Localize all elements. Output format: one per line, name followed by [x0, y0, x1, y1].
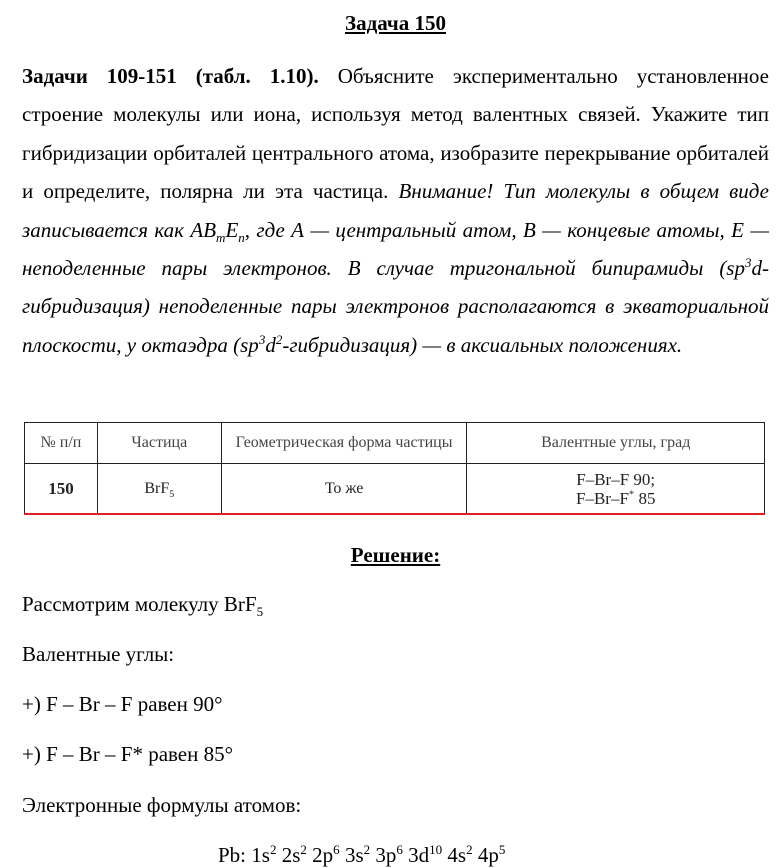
header-particle: Частица — [97, 423, 221, 464]
orbital-4p-exp: 5 — [498, 842, 506, 857]
orbital-2s-exp: 2 — [300, 842, 307, 857]
orbital-4s-exp: 2 — [466, 842, 473, 857]
note-sub-m: m — [216, 229, 226, 245]
problem-lead: Задачи 109-151 (табл. 1.10). — [22, 64, 319, 88]
note-sup-3b: 3 — [258, 331, 266, 347]
problem-title: Задача 150 — [345, 11, 446, 35]
problem-statement — [22, 57, 769, 364]
orbital-2p-exp: 6 — [333, 842, 340, 857]
solution-title: Решение: — [350, 543, 441, 567]
formulas-label: Электронные формулы атомов: — [22, 793, 302, 817]
orbital-2p: 2p — [306, 843, 334, 867]
note-part-a: Внимание! Тип молекулы в общем виде записывается как AB — [22, 179, 769, 242]
orbital-3d: 3d — [402, 843, 430, 867]
orbital-3s-exp: 2 — [363, 842, 371, 857]
note-part-b: E — [225, 217, 239, 242]
note-part-e: d — [265, 332, 276, 357]
orbital-3d-exp: 10 — [429, 842, 443, 857]
cell-number: 150 — [25, 464, 98, 515]
note-part-d: d-гибридизация) неподеленные пары электронов располагаются в экваториальной плоскости, у октаэдра (sp — [22, 256, 769, 357]
angle-statement-2: +) F – Br – F* равен 85° — [22, 742, 234, 766]
cell-particle — [97, 464, 221, 515]
table-header-row — [25, 423, 765, 464]
angle-statement-1: +) F – Br – F равен 90° — [22, 692, 223, 716]
orbital-3s: 3s — [339, 843, 364, 867]
particle-subscript: 5 — [169, 488, 175, 500]
note-sup-3a: 3 — [744, 255, 752, 271]
angle-line-2: F–Br–F — [576, 488, 629, 508]
particle-formula: BrF — [144, 479, 170, 497]
cell-angles — [467, 464, 765, 515]
consider-text: Рассмотрим молекулу BrF — [22, 592, 257, 616]
orbital-1s-exp: 2 — [269, 842, 277, 857]
orbital-3p-exp: 6 — [396, 842, 403, 857]
electron-formula — [218, 843, 505, 868]
orbital-4p: 4p — [472, 843, 499, 867]
formula-prefix: Pb: — [218, 843, 252, 867]
header-angles: Валентные углы, град — [467, 423, 765, 464]
problem-note — [22, 179, 769, 357]
angle-line-1: F–Br–F 90; — [576, 469, 656, 489]
orbital-2s: 2s — [276, 843, 301, 867]
note-part-f: -гибридизация) — в аксиальных положениях. — [282, 332, 683, 357]
table-row — [25, 464, 765, 515]
orbital-3p: 3p — [370, 843, 397, 867]
consider-subscript: 5 — [256, 604, 264, 620]
header-shape: Геометрическая форма частицы — [221, 423, 467, 464]
angle-line-2-value: 85 — [634, 488, 656, 508]
header-number: № п/п — [25, 423, 98, 464]
cell-shape: То же — [221, 464, 467, 515]
note-sup-2: 2 — [275, 331, 283, 347]
orbital-1s: 1s — [251, 843, 270, 867]
angle-asterisk: * — [628, 488, 635, 500]
note-part-c: , где А — центральный атом, В — концевые атомы, Е — неподеленные пары электронов. В случае тригональной бипирамиды (sp — [22, 217, 770, 281]
orbital-4s: 4s — [442, 843, 467, 867]
problem-text: Объясните экспериментально установленное строение молекулы или иона, используя метод валентных связей. Укажите тип гибридизации орбиталей центрального атома, изобразите перекрывание орбиталей и определите, полярна ли эта частица. — [22, 64, 769, 204]
angles-label: Валентные углы: — [22, 642, 175, 666]
data-table — [24, 422, 765, 515]
solution-consider — [22, 592, 264, 620]
note-sub-n: n — [238, 229, 245, 245]
